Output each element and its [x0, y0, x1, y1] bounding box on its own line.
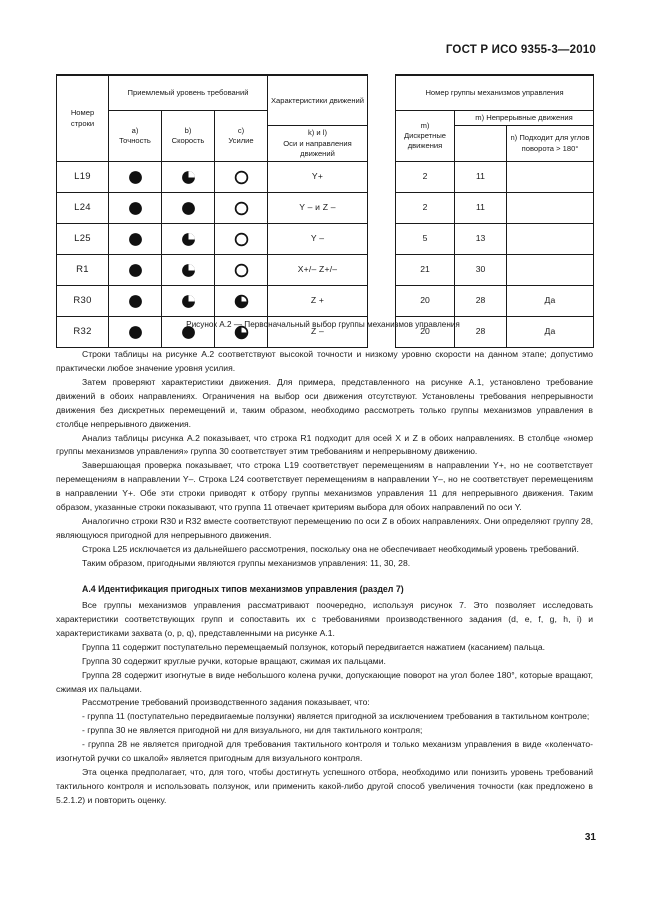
row-label-l19: L19: [57, 162, 109, 193]
symbol-full: [128, 201, 143, 216]
table-row: [57, 255, 594, 286]
paragraph-2: Затем проверяют характеристики движения. Для примера, представленного на рисунке А.1, установлено требование движений в обоих направлениях. Ограничения на выбор оси движения отсутствуют. Установлены требования непрерывности движения без дискретных перемещений и, таким образом, необходимо рассмотреть только группы механизмов управления в столбце непрерывного движения.: [56, 376, 593, 429]
symbol-three-quarter: [234, 294, 249, 309]
cell-speed-symbol: [162, 286, 215, 317]
paragraph-7: Таким образом, пригодными являются группы механизмов управления: 11, 30, 28.: [82, 557, 411, 568]
table-header-row-1: [57, 75, 594, 111]
symbol-full: [128, 294, 143, 309]
paragraph-1: Строки таблицы на рисунке А.2 соответствуют высокой точности и низкому уровню скорости на данном этапе; допустимо практически любое значение уровня усилия.: [56, 349, 593, 373]
cell-precision-symbol: [109, 162, 162, 193]
paragraph-6: Строка L25 исключается из дальнейшего рассмотрения, поскольку она не обеспечивает необходимый уровень требований.: [82, 543, 579, 554]
cell-discrete: 21: [396, 255, 455, 286]
cell-continuous: 28: [455, 286, 507, 317]
row-label-r32: R32: [57, 317, 109, 348]
header-axes-directions: [268, 126, 368, 162]
header-discrete-tag: m): [420, 120, 430, 130]
header-speed-tag: b): [184, 125, 192, 135]
paragraph-9: Группа 11 содержит поступательно перемещаемый ползунок, который передвигается нажатием (касанием) пальца.: [82, 641, 546, 652]
table-row: [57, 224, 594, 255]
header-axes-label: Оси и направления движений: [283, 138, 352, 158]
symbol-full: [128, 232, 143, 247]
cell-continuous: 11: [455, 162, 507, 193]
table-row: [57, 286, 594, 317]
cell-speed-symbol: [162, 224, 215, 255]
cell-speed-symbol: [162, 255, 215, 286]
figure-a2-table-wrapper: [56, 74, 593, 348]
figure-a2-table: [56, 74, 594, 348]
cell-spacer: [368, 162, 396, 193]
cell-continuous: 13: [455, 224, 507, 255]
cell-axes: Z +: [268, 286, 368, 317]
symbol-empty: [234, 232, 249, 247]
paragraph-11: Группа 28 содержит изогнутые в виде небольшого колена ручки, допускающие поворот на угол более 180°, которые вращают, сжимая их пальцами.: [56, 669, 593, 694]
cell-spacer: [368, 193, 396, 224]
cell-axes: X+/– Z+/–: [268, 255, 368, 286]
cell-discrete: 2: [396, 162, 455, 193]
header-axes-tag: k) и l): [307, 128, 327, 138]
cell-discrete: 20: [396, 317, 455, 348]
body-text: [56, 348, 593, 808]
cell-discrete: 20: [396, 286, 455, 317]
cell-continuous: 28: [455, 317, 507, 348]
list-item-group-30: - группа 30 не является пригодной ни для визуального, ни для тактильного контроля;: [82, 725, 423, 736]
header-acceptable-level: Приемлемый уровень требований: [109, 75, 268, 111]
header-precision-tag: a): [131, 125, 139, 135]
symbol-full: [128, 263, 143, 278]
standard-header: ГОСТ Р ИСО 9355-3—2010: [445, 44, 596, 56]
cell-precision-symbol: [109, 224, 162, 255]
table-row: [57, 193, 594, 224]
header-row-number: Номер строки: [57, 75, 109, 162]
cell-precision-symbol: [109, 255, 162, 286]
row-label-l25: L25: [57, 224, 109, 255]
cell-precision-symbol: [109, 286, 162, 317]
header-movement-characteristics: Характеристики движений: [268, 75, 368, 126]
row-label-r30: R30: [57, 286, 109, 317]
paragraph-3: Анализ таблицы рисунка А.2 показывает, что строка R1 подходит для осей X и Z в обоих направлениях. В столбце «номер группы механизмов управления» группа 30 соответствует этим требованиям и непрерывному движению.: [56, 432, 593, 457]
row-label-l24: L24: [57, 193, 109, 224]
cell-force-symbol: [215, 255, 268, 286]
cell-force-symbol: [215, 193, 268, 224]
table-row: [57, 162, 594, 193]
header-precision-label: Точность: [119, 136, 151, 145]
cell-precision-symbol: [109, 193, 162, 224]
cell-discrete: 5: [396, 224, 455, 255]
paragraph-5: Аналогично строки R30 и R32 вместе соответствуют перемещению по оси Z в обоих направлениях. Они определяют группу 28, являющуюся пригодной для непрерывного движения.: [56, 516, 594, 540]
header-force-label: Усилие: [228, 136, 254, 145]
cell-speed-symbol: [162, 193, 215, 224]
symbol-empty: [234, 170, 249, 185]
cell-angles: Да: [507, 286, 594, 317]
page-number: 31: [584, 832, 596, 843]
paragraph-4: Завершающая проверка показывает, что строка L19 соответствует перемещениям в направлении Y+, но не соответствует перемещениям в направлении Y–. Строка L24 соответствует перемещениям в направлении Y–, но не соответствует перемещениям в направлении Y+. Обе эти строки приводят к отбору группы механизмов управления 11 для непрерывного движения. Таким образом, указанные строки показывают, что группа 11 отвечает критериям выбора для обоих направлений по оси Y.: [56, 460, 593, 513]
cell-angles: Да: [507, 317, 594, 348]
cell-angles: [507, 255, 594, 286]
symbol-notch: [181, 263, 196, 278]
cell-spacer: [368, 255, 396, 286]
cell-force-symbol: [215, 224, 268, 255]
cell-force-symbol: [215, 286, 268, 317]
header-discrete-movements: [396, 111, 455, 162]
paragraph-8: Все группы механизмов управления рассматривают поочередно, используя рисунок 7. Это позволяет исследовать характеристики соответствующих групп и сопоставить их с требованиями производственного задания (d, e, f, g, h, i) и характеристиками захвата (o, p, q), представленными на рисунке А.1.: [56, 600, 593, 638]
cell-continuous: 11: [455, 193, 507, 224]
header-continuous-blank: [455, 126, 507, 162]
cell-spacer: [368, 286, 396, 317]
symbol-full: [128, 170, 143, 185]
list-item-group-28: - группа 28 не является пригодной для требования тактильного контроля и только механизм управления в виде «коленчато-изогнутой ручки со шкалой» является пригодным для визуального контроля.: [56, 739, 593, 764]
cell-force-symbol: [215, 162, 268, 193]
cell-angles: [507, 162, 594, 193]
header-precision: [109, 111, 162, 162]
cell-continuous: 30: [455, 255, 507, 286]
row-label-r1: R1: [57, 255, 109, 286]
cell-speed-symbol: [162, 162, 215, 193]
symbol-empty: [234, 263, 249, 278]
cell-spacer: [368, 224, 396, 255]
cell-axes: Z –: [268, 317, 368, 348]
heading-a4: А.4 Идентификация пригодных типов механизмов управления (раздел 7): [82, 583, 404, 594]
header-control-group-number: Номер группы механизмов управления: [396, 75, 594, 111]
symbol-notch: [181, 232, 196, 247]
header-force: [215, 111, 268, 162]
header-force-tag: c): [237, 125, 245, 135]
list-item-group-11: - группа 11 (поступательно передвигаемые ползунки) является пригодной за исключением требования в тактильном контроле;: [82, 711, 590, 722]
symbol-notch: [181, 170, 196, 185]
paragraph-12: Рассмотрение требований производственного задания показывает, что:: [82, 697, 370, 708]
paragraph-16: Эта оценка предполагает, что, для того, чтобы достигнуть успешного отбора, необходимо или понизить уровень требований тактильного контроля и использовать ползунок, или применить какой-либо другой способ увеличения точности (как предложено в 5.2.1.2) и повторить оценку.: [56, 767, 593, 805]
cell-angles: [507, 224, 594, 255]
header-speed-label: Скорость: [171, 136, 205, 145]
symbol-empty: [234, 201, 249, 216]
symbol-full: [181, 201, 196, 216]
paragraph-10: Группа 30 содержит круглые ручки, которые вращают, сжимая их пальцами.: [82, 655, 386, 666]
cell-axes: Y – и Z –: [268, 193, 368, 224]
cell-axes: Y –: [268, 224, 368, 255]
cell-discrete: 2: [396, 193, 455, 224]
cell-axes: Y+: [268, 162, 368, 193]
header-continuous-movements: m) Непрерывные движения: [455, 111, 594, 126]
header-discrete-label: Дискретные движения: [403, 130, 447, 151]
header-spacer: [368, 75, 396, 162]
header-rotation-angles: n) Подходит для углов поворота > 180°: [507, 126, 594, 162]
cell-angles: [507, 193, 594, 224]
figure-caption: Рисунок А.2 — Первоначальный выбор группы механизмов управления: [186, 320, 460, 329]
header-speed: [162, 111, 215, 162]
symbol-notch: [181, 294, 196, 309]
